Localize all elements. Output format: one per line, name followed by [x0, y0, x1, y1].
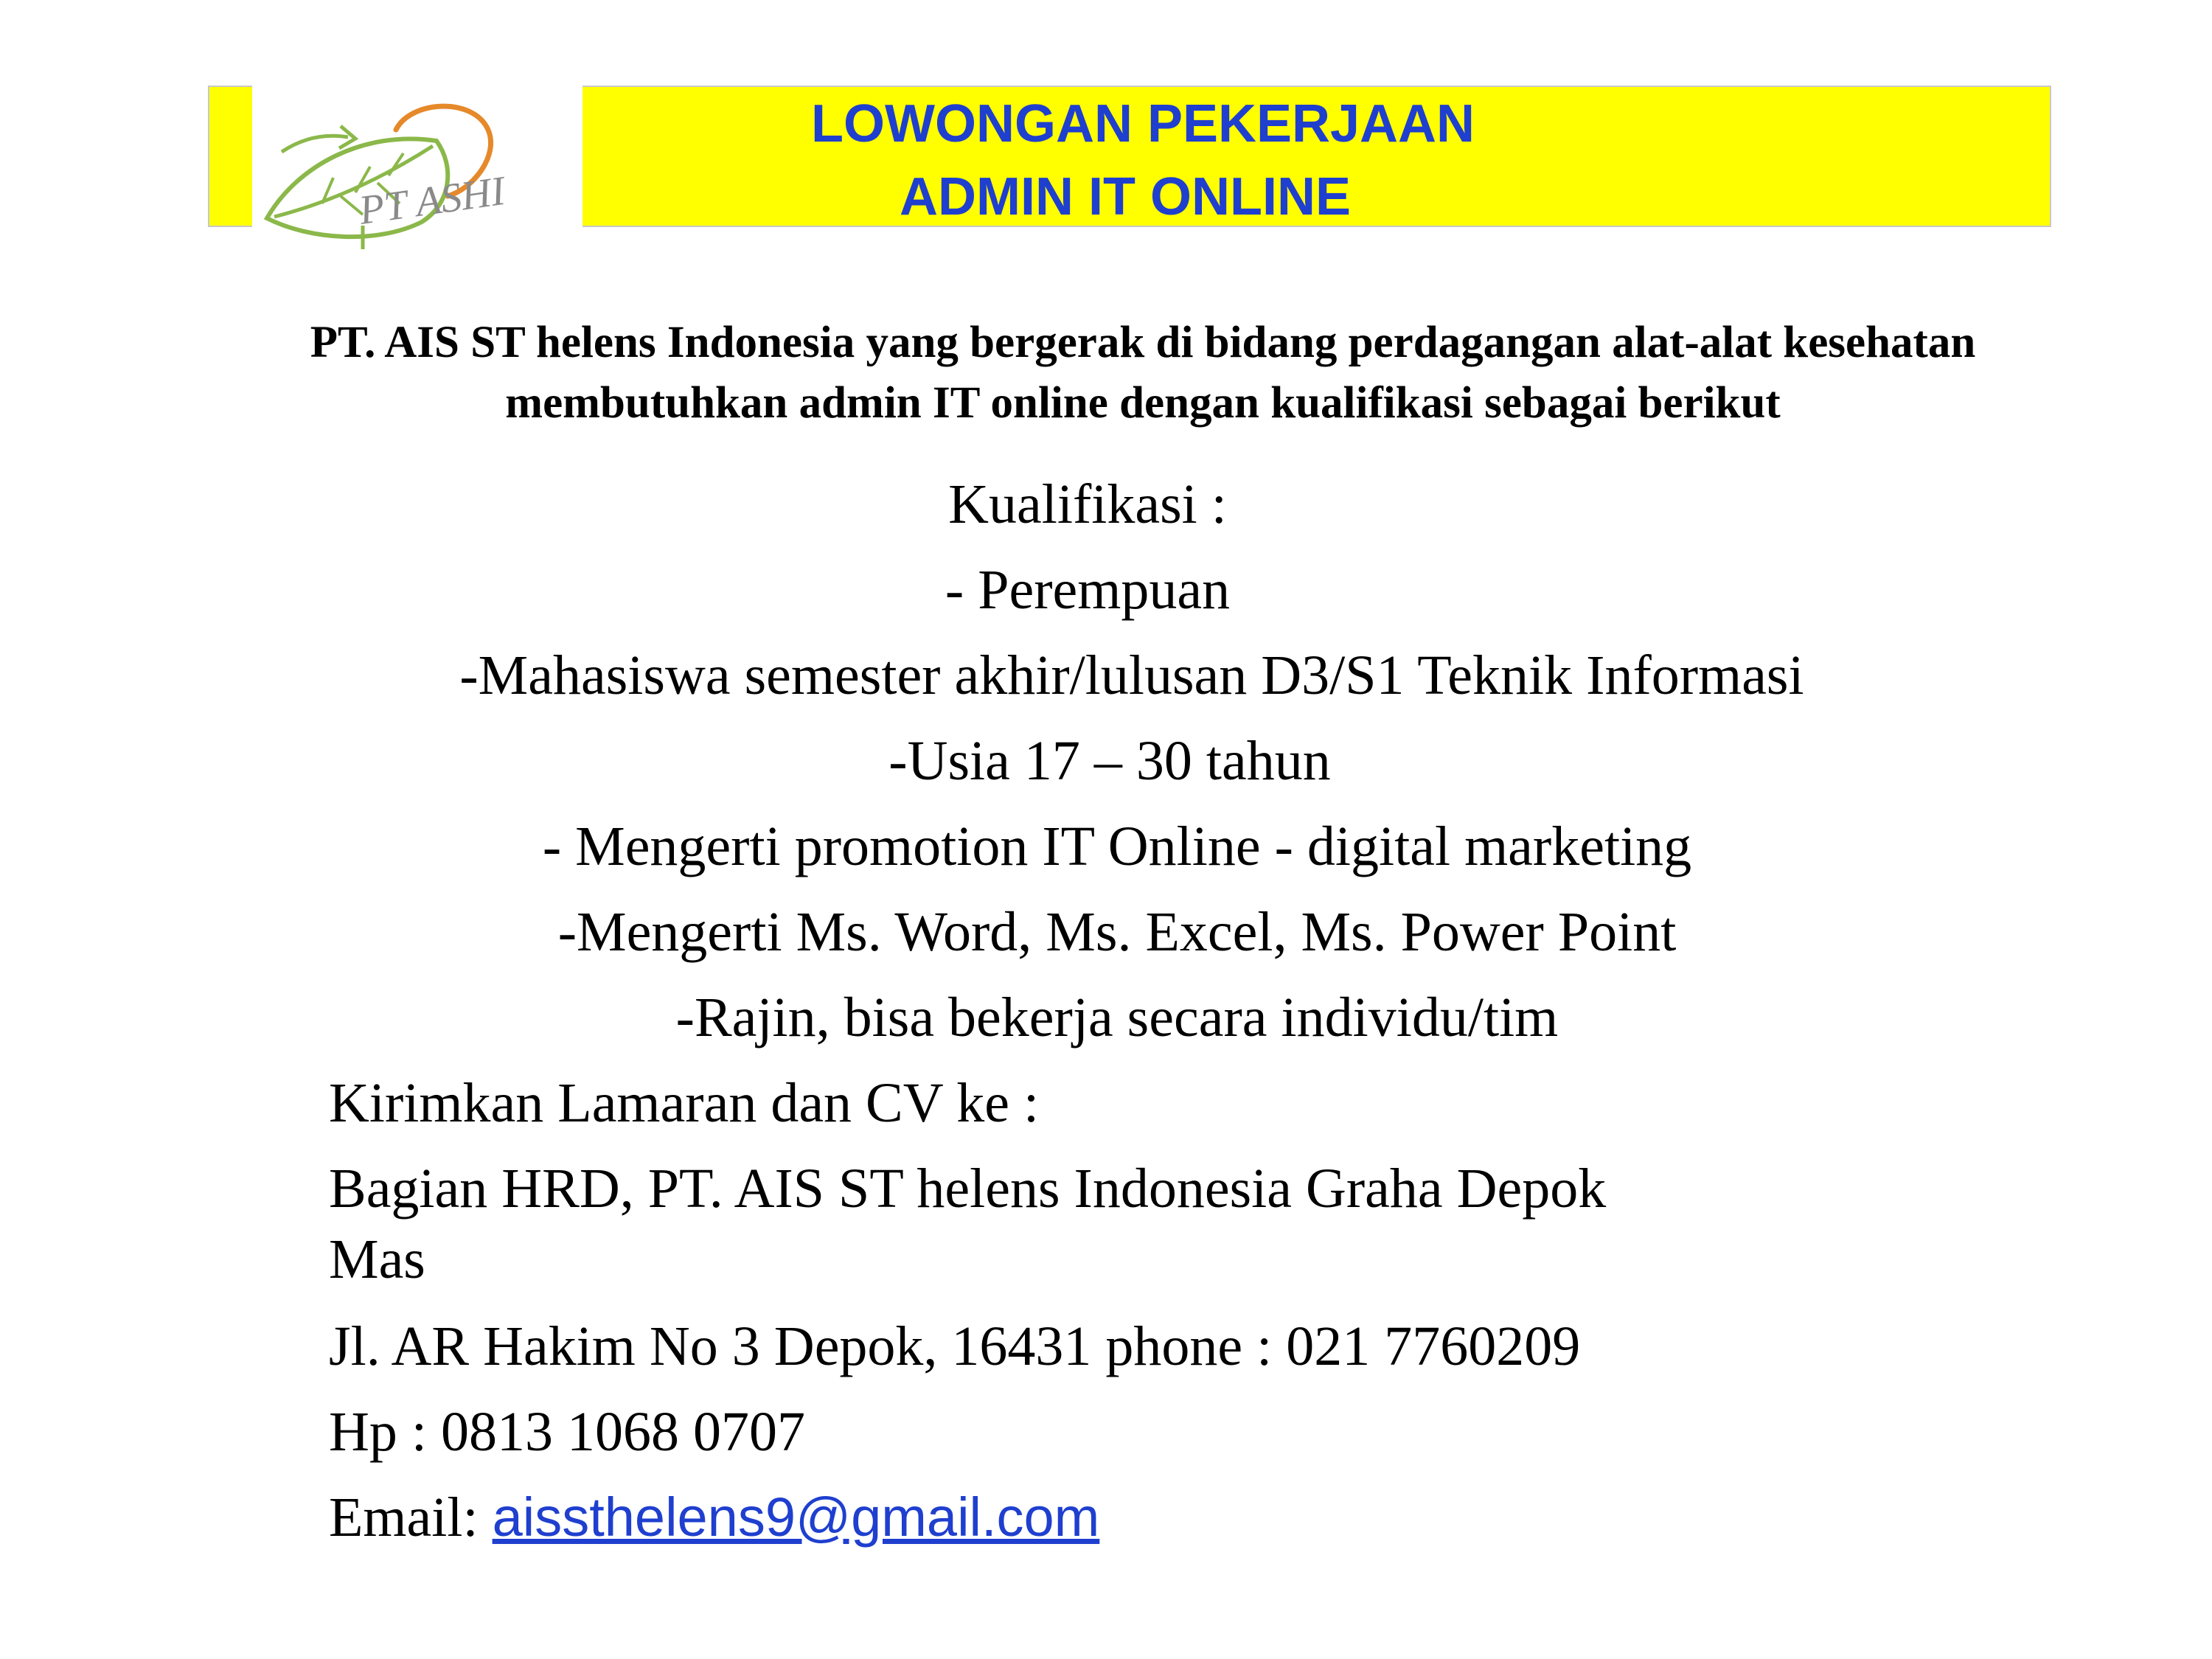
- title-line-2: ADMIN IT ONLINE: [900, 167, 1351, 226]
- address-line-1: Bagian HRD, PT. AIS ST helens Indonesia Graha Depok: [329, 1158, 1607, 1220]
- qualification-item: -Usia 17 – 30 tahun: [888, 730, 1331, 792]
- address-line-2: Mas: [329, 1228, 425, 1290]
- logo-wordmark: PT ASHI: [356, 167, 508, 234]
- title-line-1: LOWONGAN PEKERJAAN: [811, 94, 1475, 153]
- email-link[interactable]: aissthelens9@gmail.com: [492, 1486, 1100, 1548]
- qualification-item: -Mahasiswa semester akhir/lulusan D3/S1 Teknik Informasi: [459, 644, 1804, 706]
- email-label: Email:: [329, 1486, 493, 1548]
- intro-line-2: membutuhkan admin IT online dengan kualifikasi sebagai berikut: [505, 378, 1781, 428]
- qualifications-heading: Kualifikasi :: [948, 473, 1227, 535]
- send-instruction: Kirimkan Lamaran dan CV ke :: [329, 1072, 1040, 1134]
- intro-line-1: PT. AIS ST helens Indonesia yang bergerak di bidang perdagangan alat-alat kesehatan: [310, 318, 1976, 367]
- qualification-item: - Mengerti promotion IT Online - digital marketing: [542, 815, 1692, 877]
- qualification-item: -Mengerti Ms. Word, Ms. Excel, Ms. Power Point: [557, 901, 1677, 963]
- address-line-3: Jl. AR Hakim No 3 Depok, 16431 phone : 021 7760209: [329, 1315, 1581, 1377]
- email-row: [329, 1481, 1099, 1554]
- leaf-logo-icon: [252, 86, 582, 252]
- qualification-item: - Perempuan: [945, 559, 1231, 621]
- qualification-item: -Rajin, bisa bekerja secara individu/tim: [675, 987, 1559, 1048]
- company-logo: [252, 86, 582, 252]
- header-title: [582, 86, 1681, 227]
- hp-number: Hp : 0813 1068 0707: [329, 1401, 805, 1463]
- intro-paragraph: [147, 313, 2138, 434]
